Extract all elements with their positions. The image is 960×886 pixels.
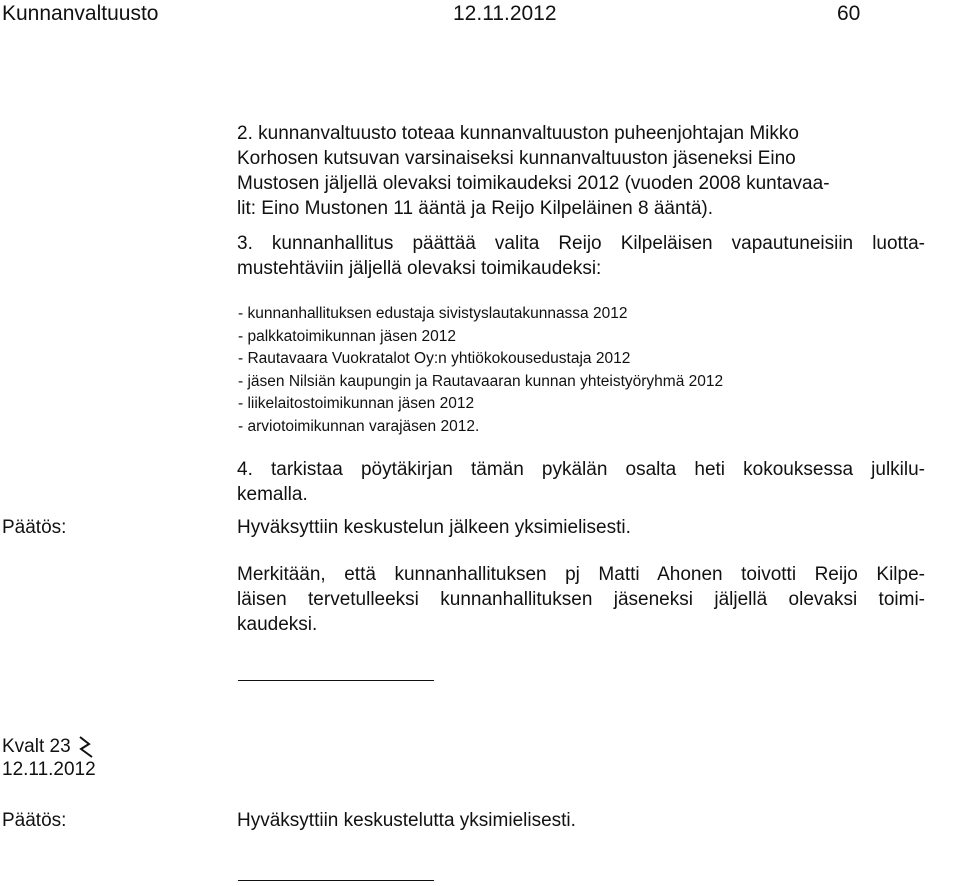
item-2-line: Korhosen kutsuvan varsinaiseksi kunnanvaltuuston jäseneksi Eino bbox=[237, 148, 796, 169]
list-item: - jäsen Nilsiän kaupungin ja Rautavaaran kunnan yhteistyöryhmä 2012 bbox=[238, 372, 724, 390]
note-line: läisen tervetulleeksi kunnanhallituksen jäseneksi jäljellä olevaksi toimi- bbox=[237, 589, 925, 610]
item-2-line: lit: Eino Mustonen 11 ääntä ja Reijo Kilpeläinen 8 ääntä). bbox=[237, 198, 714, 219]
section-divider bbox=[238, 880, 434, 881]
decision-text: Hyväksyttiin keskustelutta yksimielisesti. bbox=[237, 810, 576, 831]
item-2-line: Mustosen jäljellä olevaksi toimikaudeksi 2012 (vuoden 2008 kuntavaa- bbox=[237, 173, 830, 194]
decision-label: Päätös: bbox=[2, 810, 67, 831]
list-item: - palkkatoimikunnan jäsen 2012 bbox=[238, 327, 456, 345]
item-3-paragraph bbox=[237, 231, 925, 281]
note-line: kaudeksi. bbox=[237, 614, 318, 635]
item-4-line: kemalla. bbox=[237, 484, 308, 505]
note-line: Merkitään, että kunnanhallituksen pj Matti Ahonen toivotti Reijo Kilpe- bbox=[237, 564, 925, 585]
decision-text: Hyväksyttiin keskustelun jälkeen yksimielisesti. bbox=[237, 517, 631, 538]
item-3-line: mustehtäviin jäljellä olevaksi toimikaudeksi: bbox=[237, 258, 602, 279]
list-item: - liikelaitostoimikunnan jäsen 2012 bbox=[238, 395, 475, 412]
section-symbol-icon bbox=[77, 734, 95, 760]
section-title-text: Kvalt 23 bbox=[2, 736, 71, 758]
positions-list bbox=[238, 303, 723, 438]
item-2-line: 2. kunnanvaltuusto toteaa kunnanvaltuuston puheenjohtajan Mikko bbox=[237, 123, 799, 144]
item-3-line: 3. kunnanhallitus päättää valita Reijo Kilpeläisen vapautuneisiin luotta- bbox=[237, 233, 925, 254]
document-header-title: Kunnanvaltuusto bbox=[2, 2, 159, 25]
item-4-line: 4. tarkistaa pöytäkirjan tämän pykälän osalta heti kokouksessa julkilu- bbox=[237, 459, 925, 480]
section-divider bbox=[238, 680, 434, 681]
document-header-date: 12.11.2012 bbox=[453, 2, 557, 25]
section-title bbox=[2, 734, 95, 760]
section-date: 12.11.2012 bbox=[2, 759, 96, 780]
page-number: 60 bbox=[837, 2, 861, 25]
list-item: - arviotoimikunnan varajäsen 2012. bbox=[238, 417, 480, 435]
list-item: - kunnanhallituksen edustaja sivistyslautakunnassa 2012 bbox=[238, 305, 628, 322]
decision-label: Päätös: bbox=[2, 517, 67, 538]
item-2-paragraph bbox=[237, 121, 925, 221]
note-paragraph bbox=[237, 562, 925, 637]
list-item: - Rautavaara Vuokratalot Oy:n yhtiökokousedustaja 2012 bbox=[238, 350, 631, 367]
item-4-paragraph bbox=[237, 457, 925, 507]
